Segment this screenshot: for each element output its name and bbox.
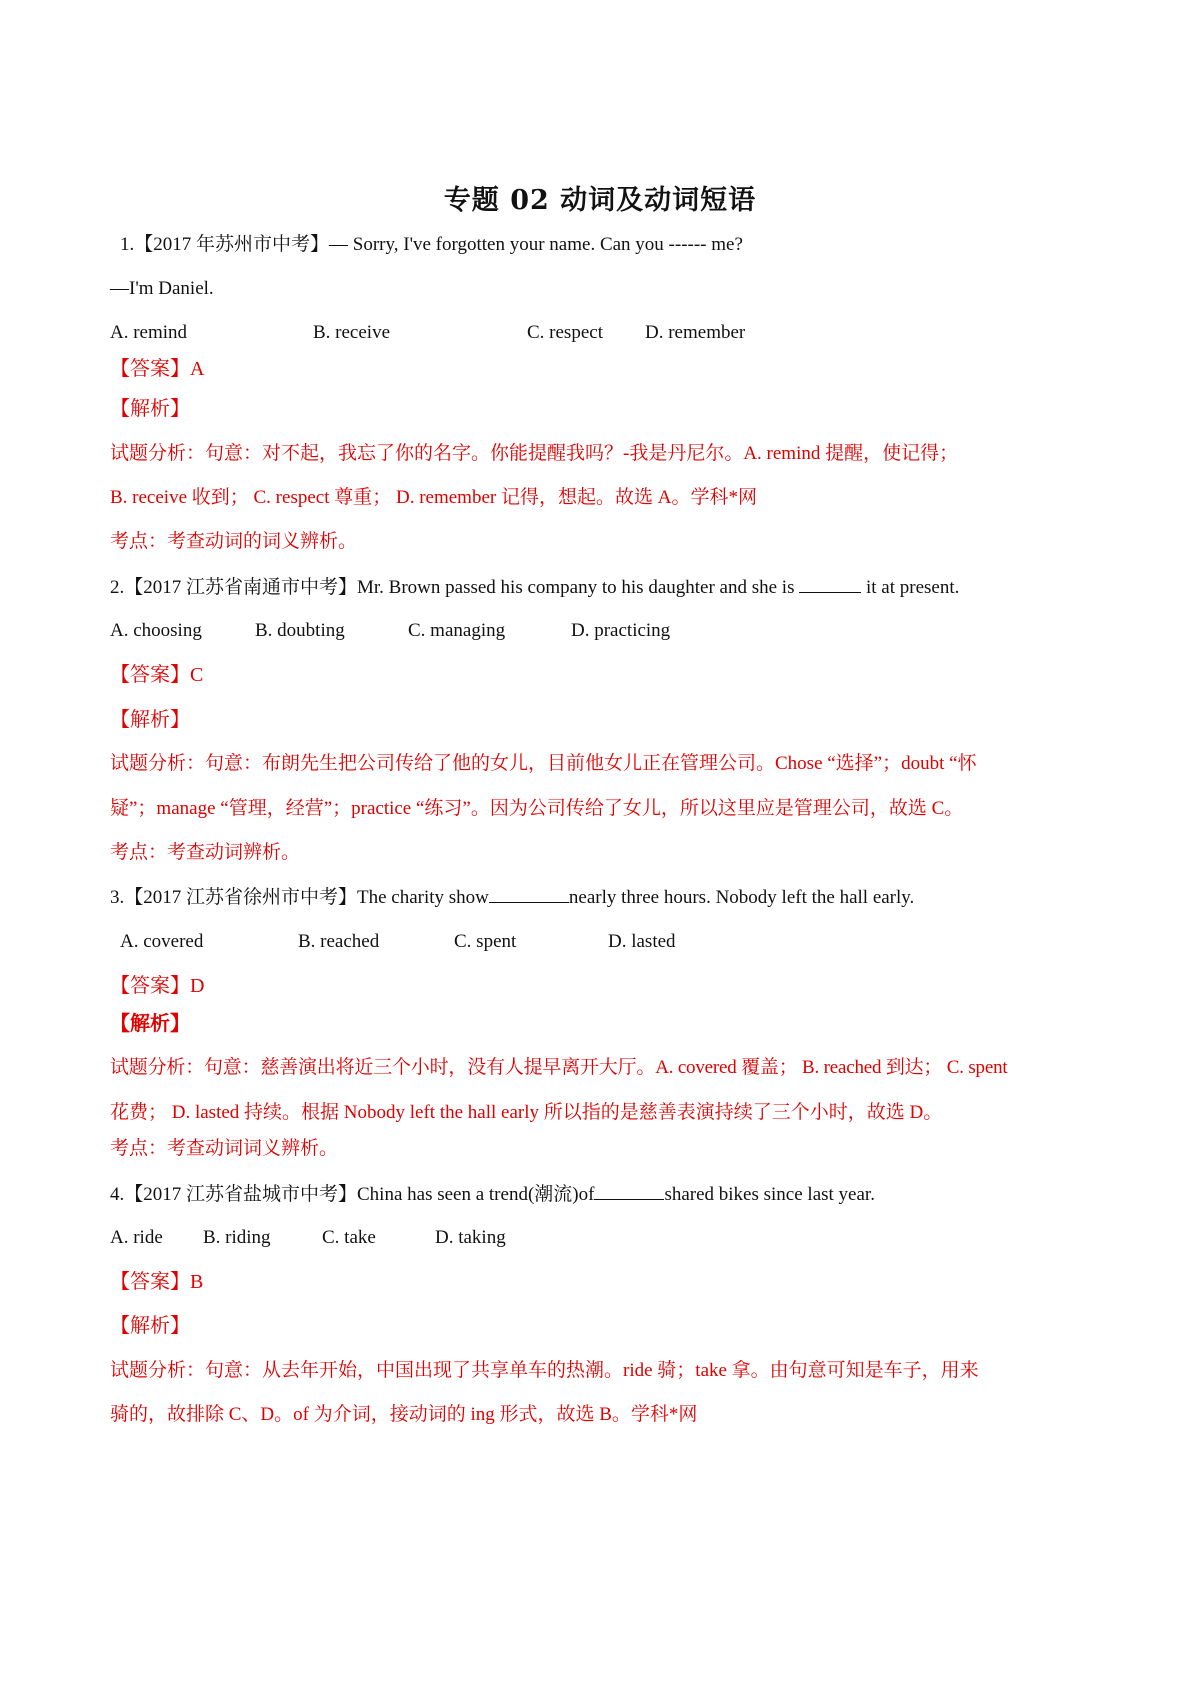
question-3-analysis-label: 【解析】 [110, 1013, 190, 1035]
question-3-stem-end: nearly three hours. Nobody left the hall early. [568, 887, 915, 908]
question-2-option-b: B. doubting [255, 620, 345, 641]
question-4-analysis-line-1: 试题分析：句意：从去年开始，中国出现了共享单车的热潮。ride 骑；take 拿。由句意可知是车子，用来 [110, 1360, 979, 1381]
question-4-stem-start: 4.【2017 江苏省盐城市中考】China has seen a trend(潮流)of [110, 1184, 595, 1205]
question-4-analysis-line-2: 骑的，故排除 C、D。of 为介词，接动词的 ing 形式，故选 B。学科*网 [110, 1404, 698, 1425]
answer-blank [594, 1181, 664, 1200]
question-4-option-c: C. take [322, 1227, 376, 1248]
question-3-answer [110, 973, 204, 999]
question-4-answer [110, 1269, 203, 1295]
question-1-option-b: B. receive [313, 322, 391, 343]
question-4-stem-end: shared bikes since last year. [664, 1184, 875, 1205]
question-1-reply: —I'm Daniel. [110, 278, 214, 299]
question-3-option-b: B. reached [298, 931, 380, 952]
answer-label: 【答案】 [110, 975, 190, 997]
question-3-option-a: A. covered [120, 931, 204, 952]
question-2-stem-start: 2.【2017 江苏省南通市中考】Mr. Brown passed his company to his daughter and she is [110, 577, 800, 598]
answer-value: A [190, 358, 205, 380]
question-1-option-c: C. respect [527, 322, 603, 343]
answer-label: 【答案】 [110, 664, 190, 686]
question-3-stem-start: 3.【2017 江苏省徐州市中考】The charity show [110, 887, 489, 908]
question-4-option-b: B. riding [203, 1227, 271, 1248]
question-3-option-c: C. spent [454, 931, 517, 952]
question-1-option-d: D. remember [645, 322, 746, 343]
question-2-stem-end: it at present. [861, 577, 960, 598]
question-2-option-d: D. practicing [571, 620, 671, 641]
question-3-stem [110, 884, 914, 911]
question-4-analysis-label: 【解析】 [110, 1315, 190, 1337]
page-title: 专题 02 动词及动词短语 [443, 185, 757, 216]
answer-value: D [190, 975, 205, 997]
question-2-analysis-line-2: 疑”；manage “管理，经营”；practice “练习”。因为公司传给了女儿，所以这里应是管理公司，故选 C。 [110, 798, 964, 819]
answer-blank [489, 884, 569, 903]
question-3-analysis-line-2: 花费； D. lasted 持续。根据 Nobody left the hall early 所以指的是慈善表演持续了三个小时，故选 D。 [110, 1102, 943, 1123]
answer-value: C [190, 664, 204, 686]
question-2-analysis-label: 【解析】 [110, 709, 190, 731]
answer-blank [799, 574, 861, 593]
question-1-analysis-line-1: 试题分析：句意：对不起，我忘了你的名字。你能提醒我吗？-我是丹尼尔。A. remind 提醒，使记得； [110, 443, 959, 464]
question-3-option-d: D. lasted [608, 931, 676, 952]
question-1-stem: 1.【2017 年苏州市中考】— Sorry, I've forgotten your name. Can you ------ me? [120, 234, 743, 255]
question-1-analysis-label: 【解析】 [110, 398, 190, 420]
question-2-option-c: C. managing [408, 620, 506, 641]
question-1-option-a: A. remind [110, 322, 188, 343]
question-4-option-a: A. ride [110, 1227, 163, 1248]
question-1-analysis-line-2: B. receive 收到； C. respect 尊重； D. remember 记得，想起。故选 A。学科*网 [110, 487, 757, 508]
question-2-analysis-line-1: 试题分析：句意：布朗先生把公司传给了他的女儿，目前他女儿正在管理公司。Chose “选择”；doubt “怀 [110, 753, 977, 774]
question-2-option-a: A. choosing [110, 620, 202, 641]
question-2-stem [110, 574, 959, 601]
answer-label: 【答案】 [110, 1271, 190, 1293]
question-1-answer [110, 356, 204, 382]
answer-label: 【答案】 [110, 358, 190, 380]
question-2-point: 考点：考查动词辨析。 [110, 842, 301, 863]
answer-value: B [190, 1271, 204, 1293]
question-4-stem [110, 1181, 875, 1208]
question-3-analysis-line-1: 试题分析：句意：慈善演出将近三个小时，没有人提早离开大厅。A. covered 覆盖； B. reached 到达； C. spent [110, 1057, 1008, 1078]
question-4-option-d: D. taking [435, 1227, 506, 1248]
question-3-point: 考点：考查动词词义辨析。 [110, 1138, 339, 1159]
question-1-point: 考点：考查动词的词义辨析。 [110, 531, 358, 552]
question-2-answer [110, 662, 203, 688]
